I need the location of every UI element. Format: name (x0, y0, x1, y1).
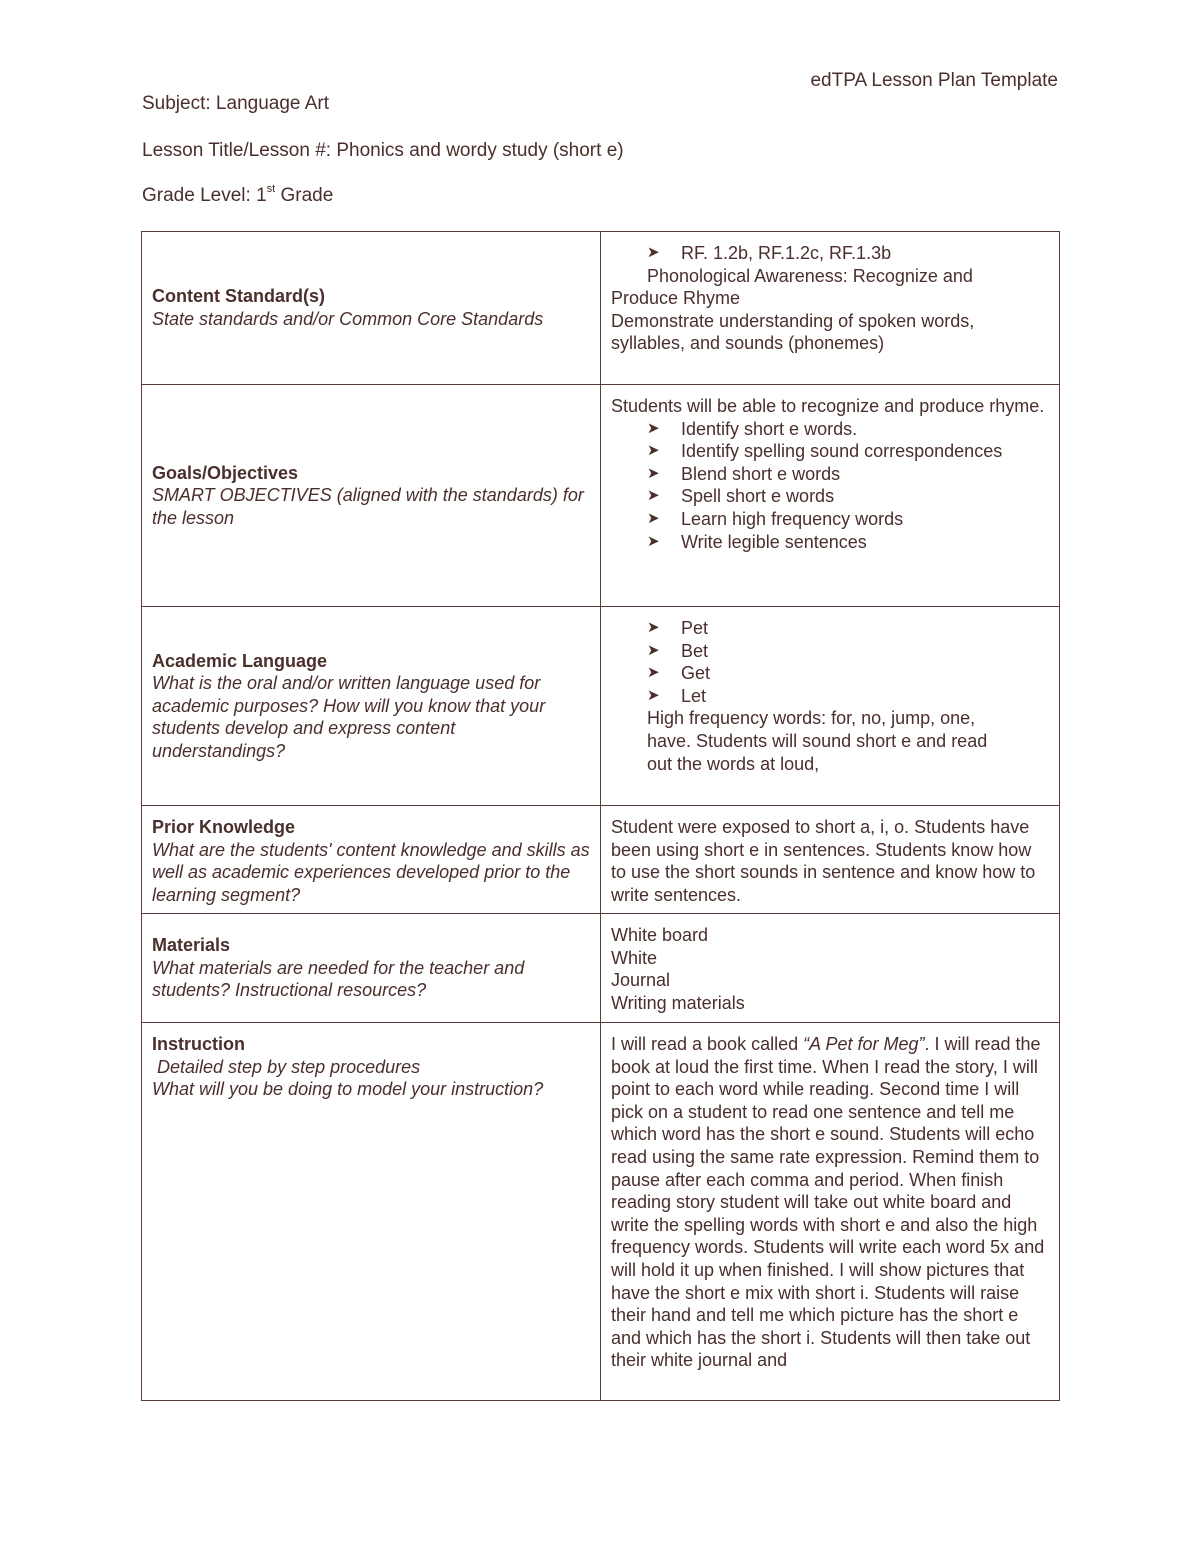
list-item: ➤ Identify short e words. (647, 418, 858, 439)
list-item: ➤ Let (647, 685, 707, 706)
arrow-bullet-icon: ➤ (647, 686, 660, 704)
goals-description: SMART OBJECTIVES (aligned with the standards) for the lesson (152, 485, 584, 528)
content-standards-line: syllables, and sounds (phonemes) (611, 333, 885, 354)
academic-language-header-cell (142, 607, 601, 806)
materials-item: Journal (611, 970, 671, 991)
subject-line: Subject: Language Art (142, 93, 329, 114)
content-standards-label: Content Standard(s) (152, 286, 325, 307)
materials-item: Writing materials (611, 992, 745, 1013)
list-item: ➤ Pet (647, 618, 709, 638)
prior-knowledge-value-cell (601, 806, 1060, 914)
materials-item: White board (611, 925, 709, 945)
academic-language-description: What is the oral and/or written language used for academic purposes? How will you know that your students develop and express content understandings? (152, 673, 546, 761)
academic-language-value-cell (601, 607, 1060, 806)
materials-header-cell (142, 914, 601, 1023)
row-content-standards (142, 232, 1060, 385)
goals-header-cell (142, 385, 601, 607)
arrow-bullet-icon: ➤ (647, 464, 660, 482)
arrow-bullet-icon: ➤ (647, 244, 660, 261)
list-item: ➤ Identify spelling sound correspondences (647, 441, 1003, 462)
materials-value-cell (601, 914, 1060, 1023)
instruction-label: Instruction (152, 1034, 245, 1054)
content-standards-description: State standards and/or Common Core Standards (152, 309, 544, 329)
arrow-bullet-icon: ➤ (647, 442, 660, 460)
arrow-bullet-icon: ➤ (647, 664, 660, 682)
grade-level-superscript: st (266, 183, 276, 195)
content-standards-bullets (611, 242, 1049, 265)
content-standards-indented-line: Phonological Awareness: Recognize and (647, 265, 973, 286)
instruction-text-after: . I will read the book at loud the first time. When I read the story, I will point to each word while reading. Second time I will pick on a student to read one sentence and tell me which word has the short e sound. Students will echo read using the same rate expression. Remind them to pause after each comma and period. When finish reading story student will take out white board and write the spelling words with short e and also the high frequency words. Students will write each word 5x and will hold it up when finished. I will show pictures that have the short e mix with short i. Students will raise their hand and tell me which picture has the short e and which has the short i. Students will then take out their white journal and (611, 1034, 1045, 1371)
arrow-bullet-icon: ➤ (647, 487, 660, 505)
grade-level-suffix: Grade (275, 185, 334, 206)
list-item: ➤ Spell short e words (647, 486, 835, 507)
materials-description: What materials are needed for the teacher and students? Instructional resources? (152, 957, 525, 1001)
instruction-book-title: “A Pet for Meg” (803, 1034, 925, 1054)
goals-value-cell (601, 385, 1060, 607)
academic-language-line: have. Students will sound short e and read (647, 730, 988, 751)
prior-knowledge-description: What are the students' content knowledge and skills as well as academic experiences developed prior to the learning segment? (152, 839, 590, 905)
arrow-bullet-icon: ➤ (647, 532, 660, 550)
content-standards-header-cell (142, 232, 601, 385)
prior-knowledge-label: Prior Knowledge (152, 817, 296, 837)
row-goals (142, 385, 1060, 607)
list-item: ➤ RF. 1.2b, RF.1.2c, RF.1.3b (647, 243, 892, 263)
academic-language-line: High frequency words: for, no, jump, one, (647, 708, 976, 729)
row-academic-language (142, 607, 1060, 806)
instruction-value-cell (601, 1023, 1060, 1401)
lesson-title-line: Lesson Title/Lesson #: Phonics and wordy study (short e) (142, 140, 624, 161)
goals-label: Goals/Objectives (152, 462, 299, 483)
materials-label: Materials (152, 935, 231, 955)
template-title: edTPA Lesson Plan Template (810, 70, 1058, 91)
lesson-plan-table (141, 231, 1060, 1401)
materials-item: White (611, 947, 658, 968)
list-item: ➤ Bet (647, 640, 709, 661)
row-instruction (142, 1023, 1060, 1401)
prior-knowledge-header-cell (142, 806, 601, 914)
academic-language-bullets (611, 617, 1049, 707)
prior-knowledge-text: Student were exposed to short a, i, o. Students have been using short e in sentences. Students know how to use the short sounds in sentence and know how to write sentences. (611, 817, 1036, 905)
arrow-bullet-icon: ➤ (647, 619, 660, 636)
grade-level-prefix: Grade Level: 1 (142, 185, 267, 206)
row-materials (142, 914, 1060, 1023)
arrow-bullet-icon: ➤ (647, 641, 660, 659)
list-item: ➤ Get (647, 663, 711, 684)
instruction-header-cell (142, 1023, 601, 1401)
list-item: ➤ Write legible sentences (647, 531, 867, 552)
instruction-text-before: I will read a book called (611, 1034, 804, 1054)
content-standards-value-cell (601, 232, 1060, 385)
goals-bullets (611, 418, 1049, 554)
content-standards-line: Demonstrate understanding of spoken words, (611, 310, 975, 331)
instruction-description-2: What will you be doing to model your instruction? (152, 1079, 544, 1100)
academic-language-label: Academic Language (152, 650, 328, 671)
goals-intro: Students will be able to recognize and produce rhyme. (611, 396, 1045, 416)
content-standards-line: Produce Rhyme (611, 288, 741, 309)
list-item: ➤ Learn high frequency words (647, 508, 904, 529)
academic-language-line: out the words at loud, (647, 753, 820, 774)
arrow-bullet-icon: ➤ (647, 419, 660, 437)
instruction-description-1: Detailed step by step procedures (152, 1056, 421, 1077)
row-prior-knowledge (142, 806, 1060, 914)
grade-level-line (142, 185, 333, 207)
list-item: ➤ Blend short e words (647, 463, 841, 484)
arrow-bullet-icon: ➤ (647, 509, 660, 527)
